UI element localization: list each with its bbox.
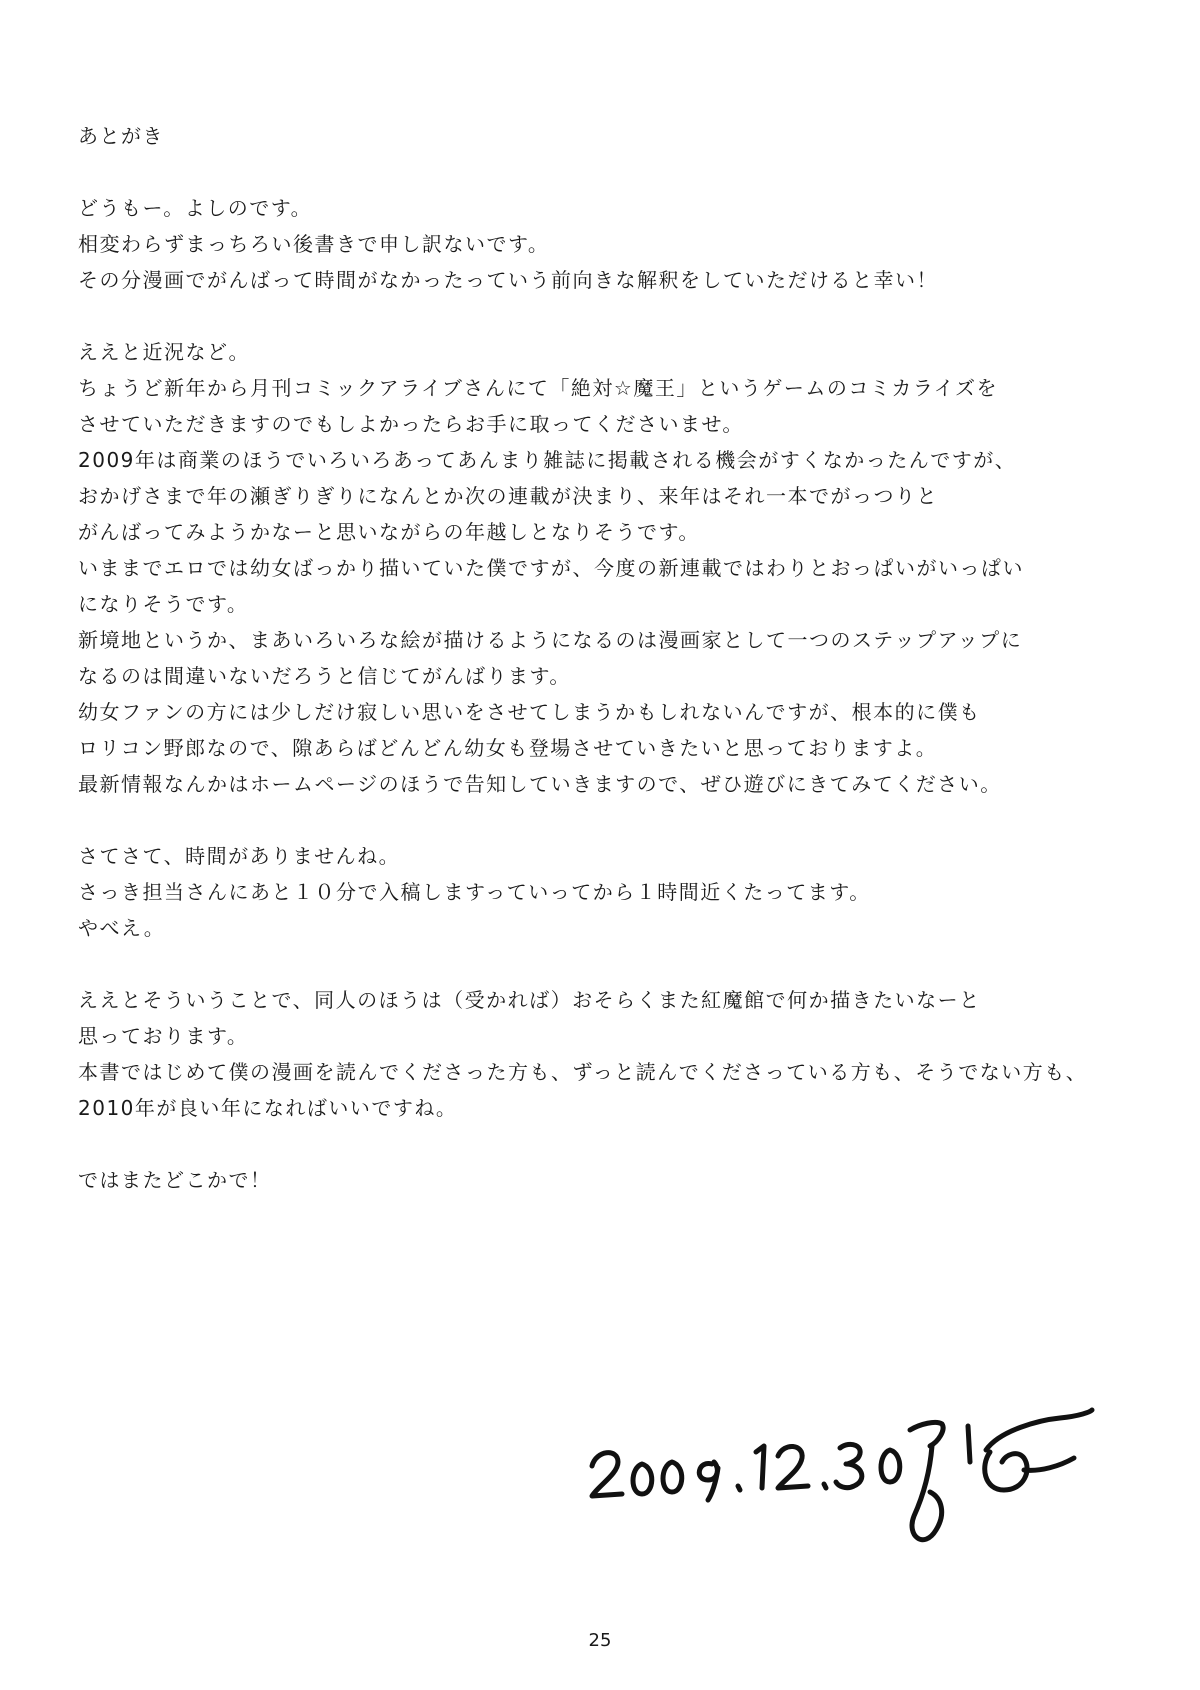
afterword-text (78, 118, 1118, 1198)
text-line: さてさて、時間がありませんね。 (78, 844, 401, 868)
page-number: 25 (588, 1630, 612, 1651)
blank-line (78, 1126, 1118, 1162)
blank-line (78, 154, 1118, 190)
text-line: 本書ではじめて僕の漫画を読んでくださった方も、ずっと読んでくださっている方も、そうでない方も、 (78, 1060, 1088, 1084)
text-line: 2010年が良い年になればいいですね。 (78, 1096, 458, 1120)
paragraph-closing (78, 1162, 1118, 1198)
blank-line (78, 802, 1118, 838)
paragraph-news (78, 334, 1118, 802)
text-line: 2009年は商業のほうでいろいろあってあんまり雑誌に掲載される機会がすくなかったんですが、 (78, 448, 1017, 472)
text-line: ええと近況など。 (78, 340, 250, 364)
text-line: がんばってみようかなーと思いながらの年越しとなりそうです。 (78, 520, 700, 544)
text-line: おかげさまで年の瀬ぎりぎりになんとか次の連載が決まり、来年はそれ一本でがっつりと (78, 484, 938, 508)
text-line: いままでエロでは幼女ばっかり描いていた僕ですが、今度の新連載ではわりとおっぱいがいっぱい (78, 556, 1024, 580)
paragraph-doujin (78, 982, 1118, 1126)
text-line: 相変わらずまっちろい後書きで申し訳ないです。 (78, 232, 550, 256)
text-line: 思っております。 (78, 1024, 249, 1048)
text-line: 新境地というか、まあいろいろな絵が描けるようになるのは漫画家として一つのステップアップに (78, 628, 1023, 652)
text-line: ではまたどこかで！ (78, 1168, 272, 1192)
text-line: ええとそういうことで、同人のほうは（受かれば）おそらくまた紅魔館で何か描きたいなーと (78, 988, 981, 1012)
blank-line (78, 946, 1118, 982)
text-line: その分漫画でがんばって時間がなかったっていう前向きな解釈をしていただけると幸い！ (78, 268, 938, 292)
text-line: さっき担当さんにあと１０分で入稿しますっていってから１時間近くたってます。 (78, 880, 871, 904)
afterword-title: あとがき (78, 124, 164, 148)
handwritten-signature (580, 1390, 1100, 1570)
text-line: 最新情報なんかはホームページのほうで告知していきますので、ぜひ遊びにきてみてください。 (78, 772, 1002, 796)
text-line: ロリコン野郎なので、隙あらばどんどん幼女も登場させていきたいと思っておりますよ。 (78, 736, 938, 760)
text-line: ちょうど新年から月刊コミックアライブさんにて「絶対☆魔王」というゲームのコミカライズを (78, 376, 999, 400)
paragraph-deadline (78, 838, 1118, 946)
text-line: やべえ。 (78, 916, 166, 940)
signature-name (910, 1410, 1092, 1540)
text-line: になりそうです。 (78, 592, 249, 616)
text-line: させていただきますのでもしよかったらお手に取ってくださいませ。 (78, 412, 744, 436)
paragraph-greeting (78, 190, 1118, 298)
blank-line (78, 298, 1118, 334)
signature-date (592, 1444, 900, 1500)
text-line: 幼女ファンの方には少しだけ寂しい思いをさせてしまうかもしれないんですが、根本的に僕も (78, 700, 981, 724)
text-line: なるのは間違いないだろうと信じてがんばります。 (78, 664, 571, 688)
text-line: どうもー。よしのです。 (78, 196, 313, 220)
